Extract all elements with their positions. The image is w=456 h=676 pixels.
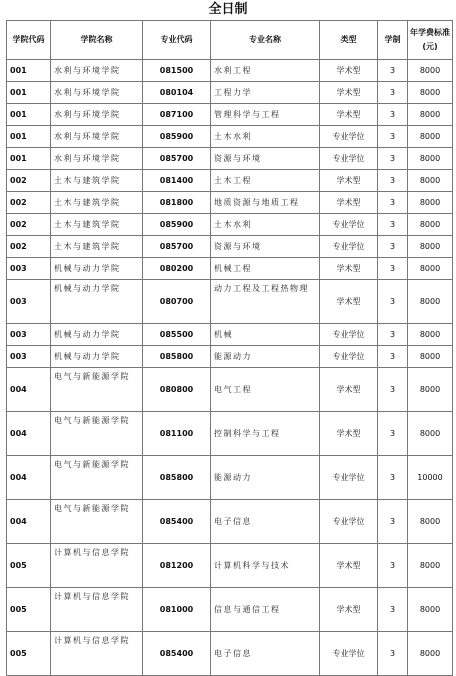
cell-fee: 8000 bbox=[408, 632, 453, 676]
cell-school-code: 004 bbox=[7, 456, 51, 500]
cell-major-name: 资源与环境 bbox=[211, 148, 320, 170]
cell-school-code: 003 bbox=[7, 346, 51, 368]
cell-major-name: 工程力学 bbox=[211, 82, 320, 104]
cell-school-name: 水利与环境学院 bbox=[51, 126, 143, 148]
cell-years: 3 bbox=[378, 82, 408, 104]
cell-major-code: 085900 bbox=[143, 126, 211, 148]
cell-major-code: 081200 bbox=[143, 544, 211, 588]
cell-school-code: 003 bbox=[7, 324, 51, 346]
table-row bbox=[7, 104, 453, 126]
table-row bbox=[7, 82, 453, 104]
cell-fee: 8000 bbox=[408, 170, 453, 192]
cell-school-code: 005 bbox=[7, 588, 51, 632]
cell-major-name: 电子信息 bbox=[211, 500, 320, 544]
cell-years: 3 bbox=[378, 170, 408, 192]
cell-type: 专业学位 bbox=[320, 456, 378, 500]
table-row bbox=[7, 258, 453, 280]
cell-school-code: 002 bbox=[7, 236, 51, 258]
cell-fee: 8000 bbox=[408, 60, 453, 82]
cell-type: 专业学位 bbox=[320, 214, 378, 236]
cell-type: 学术型 bbox=[320, 192, 378, 214]
table-row bbox=[7, 324, 453, 346]
cell-fee: 8000 bbox=[408, 236, 453, 258]
cell-type: 学术型 bbox=[320, 412, 378, 456]
cell-major-code: 081500 bbox=[143, 60, 211, 82]
cell-fee: 8000 bbox=[408, 346, 453, 368]
cell-fee: 8000 bbox=[408, 500, 453, 544]
cell-school-name: 机械与动力学院 bbox=[51, 346, 143, 368]
cell-years: 3 bbox=[378, 214, 408, 236]
cell-type: 专业学位 bbox=[320, 346, 378, 368]
cell-major-code: 085400 bbox=[143, 632, 211, 676]
cell-type: 学术型 bbox=[320, 280, 378, 324]
cell-school-code: 004 bbox=[7, 368, 51, 412]
header-school-code: 学院代码 bbox=[7, 21, 51, 60]
cell-years: 3 bbox=[378, 60, 408, 82]
cell-type: 学术型 bbox=[320, 588, 378, 632]
cell-years: 3 bbox=[378, 104, 408, 126]
cell-major-code: 085400 bbox=[143, 500, 211, 544]
cell-years: 3 bbox=[378, 368, 408, 412]
table-row bbox=[7, 346, 453, 368]
table-row bbox=[7, 544, 453, 588]
table-row bbox=[7, 456, 453, 500]
cell-school-code: 001 bbox=[7, 126, 51, 148]
cell-type: 学术型 bbox=[320, 82, 378, 104]
cell-type: 专业学位 bbox=[320, 632, 378, 676]
cell-years: 3 bbox=[378, 456, 408, 500]
cell-years: 3 bbox=[378, 500, 408, 544]
cell-years: 3 bbox=[378, 192, 408, 214]
cell-school-name: 电气与新能源学院 bbox=[51, 500, 143, 544]
cell-school-code: 001 bbox=[7, 82, 51, 104]
tuition-table bbox=[6, 20, 453, 676]
cell-major-name: 能源动力 bbox=[211, 346, 320, 368]
cell-type: 学术型 bbox=[320, 544, 378, 588]
cell-major-code: 080700 bbox=[143, 280, 211, 324]
cell-school-code: 002 bbox=[7, 214, 51, 236]
cell-major-name: 机械工程 bbox=[211, 258, 320, 280]
cell-major-name: 能源动力 bbox=[211, 456, 320, 500]
cell-type: 学术型 bbox=[320, 368, 378, 412]
cell-fee: 8000 bbox=[408, 588, 453, 632]
cell-major-name: 信息与通信工程 bbox=[211, 588, 320, 632]
cell-school-code: 005 bbox=[7, 632, 51, 676]
cell-major-name: 动力工程及工程热物理 bbox=[211, 280, 320, 324]
cell-school-code: 002 bbox=[7, 192, 51, 214]
cell-school-name: 电气与新能源学院 bbox=[51, 368, 143, 412]
cell-major-name: 土木水利 bbox=[211, 126, 320, 148]
cell-school-name: 水利与环境学院 bbox=[51, 104, 143, 126]
cell-type: 学术型 bbox=[320, 258, 378, 280]
table-row bbox=[7, 412, 453, 456]
table-row bbox=[7, 192, 453, 214]
cell-school-code: 002 bbox=[7, 170, 51, 192]
cell-school-name: 计算机与信息学院 bbox=[51, 588, 143, 632]
cell-school-name: 土木与建筑学院 bbox=[51, 170, 143, 192]
cell-fee: 8000 bbox=[408, 148, 453, 170]
cell-major-code: 085800 bbox=[143, 456, 211, 500]
cell-school-code: 004 bbox=[7, 500, 51, 544]
header-type: 类型 bbox=[320, 21, 378, 60]
table-body bbox=[7, 60, 453, 676]
cell-major-code: 085900 bbox=[143, 214, 211, 236]
cell-school-name: 电气与新能源学院 bbox=[51, 412, 143, 456]
cell-years: 3 bbox=[378, 544, 408, 588]
cell-years: 3 bbox=[378, 588, 408, 632]
cell-type: 学术型 bbox=[320, 60, 378, 82]
cell-major-code: 085700 bbox=[143, 148, 211, 170]
cell-school-name: 计算机与信息学院 bbox=[51, 544, 143, 588]
table-row bbox=[7, 500, 453, 544]
cell-fee: 8000 bbox=[408, 104, 453, 126]
table-row bbox=[7, 588, 453, 632]
cell-major-name: 管理科学与工程 bbox=[211, 104, 320, 126]
header-major-code: 专业代码 bbox=[143, 21, 211, 60]
cell-school-code: 003 bbox=[7, 280, 51, 324]
cell-type: 专业学位 bbox=[320, 500, 378, 544]
table-row bbox=[7, 214, 453, 236]
cell-years: 3 bbox=[378, 324, 408, 346]
cell-years: 3 bbox=[378, 126, 408, 148]
table-row bbox=[7, 60, 453, 82]
cell-type: 学术型 bbox=[320, 104, 378, 126]
table-row bbox=[7, 368, 453, 412]
cell-major-code: 081800 bbox=[143, 192, 211, 214]
cell-major-code: 080800 bbox=[143, 368, 211, 412]
cell-major-name: 资源与环境 bbox=[211, 236, 320, 258]
page-title: 全日制 bbox=[208, 2, 248, 17]
cell-school-code: 005 bbox=[7, 544, 51, 588]
cell-major-code: 085800 bbox=[143, 346, 211, 368]
cell-major-code: 081400 bbox=[143, 170, 211, 192]
cell-school-code: 001 bbox=[7, 148, 51, 170]
cell-type: 专业学位 bbox=[320, 236, 378, 258]
cell-school-name: 水利与环境学院 bbox=[51, 148, 143, 170]
cell-school-code: 004 bbox=[7, 412, 51, 456]
cell-fee: 10000 bbox=[408, 456, 453, 500]
cell-school-name: 机械与动力学院 bbox=[51, 280, 143, 324]
table-row bbox=[7, 280, 453, 324]
cell-type: 专业学位 bbox=[320, 126, 378, 148]
cell-fee: 8000 bbox=[408, 368, 453, 412]
cell-school-name: 土木与建筑学院 bbox=[51, 192, 143, 214]
cell-fee: 8000 bbox=[408, 214, 453, 236]
header-fee: 年学费标准(元) bbox=[408, 21, 453, 60]
cell-fee: 8000 bbox=[408, 544, 453, 588]
table-header-row bbox=[7, 21, 453, 60]
cell-major-name: 地质资源与地质工程 bbox=[211, 192, 320, 214]
header-major-name: 专业名称 bbox=[211, 21, 320, 60]
cell-fee: 8000 bbox=[408, 126, 453, 148]
cell-major-code: 080104 bbox=[143, 82, 211, 104]
cell-years: 3 bbox=[378, 632, 408, 676]
cell-major-name: 土木水利 bbox=[211, 214, 320, 236]
cell-school-name: 机械与动力学院 bbox=[51, 258, 143, 280]
cell-years: 3 bbox=[378, 280, 408, 324]
cell-school-name: 电气与新能源学院 bbox=[51, 456, 143, 500]
table-row bbox=[7, 170, 453, 192]
cell-school-code: 003 bbox=[7, 258, 51, 280]
cell-school-name: 土木与建筑学院 bbox=[51, 214, 143, 236]
cell-years: 3 bbox=[378, 236, 408, 258]
cell-fee: 8000 bbox=[408, 280, 453, 324]
cell-major-code: 087100 bbox=[143, 104, 211, 126]
cell-years: 3 bbox=[378, 258, 408, 280]
cell-major-name: 计算机科学与技术 bbox=[211, 544, 320, 588]
table-row bbox=[7, 126, 453, 148]
cell-major-code: 085500 bbox=[143, 324, 211, 346]
cell-major-name: 电气工程 bbox=[211, 368, 320, 412]
cell-major-name: 土木工程 bbox=[211, 170, 320, 192]
cell-school-code: 001 bbox=[7, 60, 51, 82]
cell-school-name: 计算机与信息学院 bbox=[51, 632, 143, 676]
document-page bbox=[0, 1, 456, 658]
cell-type: 学术型 bbox=[320, 170, 378, 192]
cell-fee: 8000 bbox=[408, 192, 453, 214]
cell-major-name: 机械 bbox=[211, 324, 320, 346]
cell-major-code: 081100 bbox=[143, 412, 211, 456]
cell-major-code: 080200 bbox=[143, 258, 211, 280]
cell-school-name: 机械与动力学院 bbox=[51, 324, 143, 346]
cell-years: 3 bbox=[378, 148, 408, 170]
cell-fee: 8000 bbox=[408, 324, 453, 346]
cell-years: 3 bbox=[378, 412, 408, 456]
table-row bbox=[7, 236, 453, 258]
cell-fee: 8000 bbox=[408, 258, 453, 280]
header-school-name: 学院名称 bbox=[51, 21, 143, 60]
cell-type: 专业学位 bbox=[320, 148, 378, 170]
cell-major-name: 控制科学与工程 bbox=[211, 412, 320, 456]
cell-major-code: 085700 bbox=[143, 236, 211, 258]
cell-fee: 8000 bbox=[408, 82, 453, 104]
cell-major-code: 081000 bbox=[143, 588, 211, 632]
cell-major-name: 水利工程 bbox=[211, 60, 320, 82]
cell-years: 3 bbox=[378, 346, 408, 368]
cell-school-name: 土木与建筑学院 bbox=[51, 236, 143, 258]
cell-fee: 8000 bbox=[408, 412, 453, 456]
table-row bbox=[7, 632, 453, 676]
cell-major-name: 电子信息 bbox=[211, 632, 320, 676]
table-row bbox=[7, 148, 453, 170]
cell-school-name: 水利与环境学院 bbox=[51, 60, 143, 82]
cell-school-code: 001 bbox=[7, 104, 51, 126]
cell-school-name: 水利与环境学院 bbox=[51, 82, 143, 104]
cell-type: 专业学位 bbox=[320, 324, 378, 346]
header-years: 学制 bbox=[378, 21, 408, 60]
